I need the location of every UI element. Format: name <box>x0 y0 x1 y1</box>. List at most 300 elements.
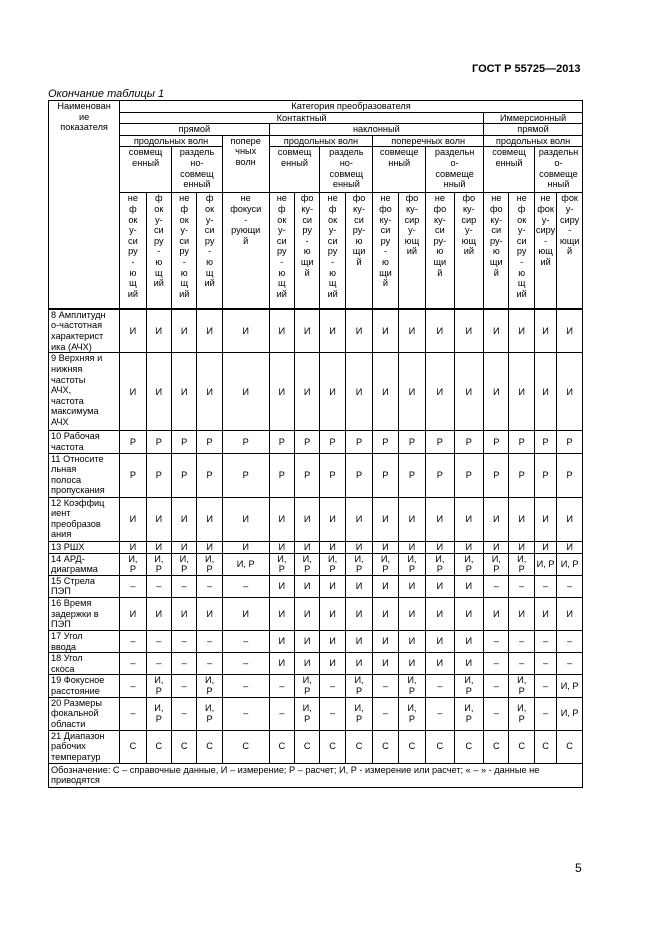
table-cell: С <box>454 730 483 763</box>
table-cell: И, Р <box>120 553 146 575</box>
table-cell: Р <box>172 453 197 497</box>
parameter-name: 19 Фокусное расстояние <box>49 675 120 697</box>
document-code: ГОСТ Р 55725—2013 <box>472 63 581 75</box>
table-cell: И <box>373 353 398 431</box>
table-cell: Р <box>509 453 534 497</box>
header-combined: совмещ енный <box>269 147 320 193</box>
header-separate-combined: раздельн о- совмеще нный <box>426 147 484 193</box>
table-cell: И <box>146 353 171 431</box>
table-cell: И <box>146 541 171 553</box>
table-cell: – <box>320 675 345 697</box>
table-cell: С <box>120 730 146 763</box>
table-cell: – <box>484 575 509 597</box>
table-cell: И <box>426 575 454 597</box>
header-combined: совмещ енный <box>484 147 535 193</box>
header-focus-type: не фо ку- си ру - ю щи й <box>373 193 398 309</box>
table-cell: И <box>120 497 146 541</box>
header-focus-row <box>49 193 583 309</box>
table-cell: Р <box>426 431 454 453</box>
table-cell: – <box>222 653 269 675</box>
table-cell: С <box>222 730 269 763</box>
table-cell: И, Р <box>320 553 345 575</box>
table-cell: – <box>222 630 269 652</box>
table-cell: И <box>222 353 269 431</box>
table-cell: И <box>398 597 425 630</box>
table-cell: Р <box>345 431 372 453</box>
header-direct: прямой <box>120 124 269 136</box>
parameter-name: 10 Рабочая частота <box>49 431 120 453</box>
table-cell: – <box>146 653 171 675</box>
header-transverse-waves-inclined: поперечных волн <box>373 135 484 147</box>
table-cell: И <box>454 353 483 431</box>
table-cell: Р <box>534 431 556 453</box>
table-cell: И <box>534 497 556 541</box>
table-cell: И <box>454 597 483 630</box>
table-cell: – <box>172 675 197 697</box>
table-row <box>49 431 583 453</box>
table-cell: И <box>269 653 294 675</box>
table-cell: И <box>120 541 146 553</box>
header-combined: совмеще нный <box>373 147 426 193</box>
table-cell: И <box>484 541 509 553</box>
table-cell: И <box>146 497 171 541</box>
table-cell: И <box>146 597 171 630</box>
table-cell: И, Р <box>398 553 425 575</box>
table-cell: И <box>484 309 509 353</box>
note-row <box>49 763 583 787</box>
table-cell: – <box>509 575 534 597</box>
table-cell: И <box>320 497 345 541</box>
table-row <box>49 541 583 553</box>
table-cell: – <box>172 653 197 675</box>
table-cell: И, Р <box>222 553 269 575</box>
table-cell: Р <box>398 453 425 497</box>
table-cell: – <box>557 575 583 597</box>
header-focus-type: фо ку- сир у- ющ ий <box>454 193 483 309</box>
table-row <box>49 730 583 763</box>
table-cell: – <box>120 697 146 730</box>
header-row-4 <box>49 135 583 147</box>
table-cell: – <box>484 630 509 652</box>
table-cell: – <box>120 630 146 652</box>
parameter-name: 16 Время задержки в ПЭП <box>49 597 120 630</box>
table-cell: Р <box>426 453 454 497</box>
table-cell: И <box>454 541 483 553</box>
parameter-name: 12 Коэффиц иент преобразов ания <box>49 497 120 541</box>
table-cell: С <box>320 730 345 763</box>
table-cell: С <box>197 730 222 763</box>
table-cell: И <box>557 309 583 353</box>
table-cell: Р <box>534 453 556 497</box>
table-cell: И <box>426 353 454 431</box>
table-cell: – <box>484 653 509 675</box>
table-cell: Р <box>484 453 509 497</box>
table-cell: И, Р <box>484 553 509 575</box>
table-cell: И <box>534 541 556 553</box>
table-cell: И, Р <box>197 675 222 697</box>
table-cell: И, Р <box>345 553 372 575</box>
table-cell: С <box>345 730 372 763</box>
table-cell: И <box>509 309 534 353</box>
table-cell: – <box>534 675 556 697</box>
table-cell: Р <box>146 431 171 453</box>
header-inclined: наклонный <box>269 124 483 136</box>
table-cell: И, Р <box>398 675 425 697</box>
table-cell: И <box>269 353 294 431</box>
header-focus-type: не фокуси - рующи й <box>222 193 269 309</box>
table-cell: И, Р <box>426 553 454 575</box>
table-cell: – <box>120 675 146 697</box>
header-focus-type: фо ку- си ру- ю щи й <box>345 193 372 309</box>
table-cell: – <box>172 697 197 730</box>
table-cell: И <box>345 597 372 630</box>
table-cell: Р <box>120 453 146 497</box>
table-cell: – <box>172 575 197 597</box>
table-cell: И, Р <box>509 553 534 575</box>
table-cell: И <box>295 353 320 431</box>
table-cell: И, Р <box>454 697 483 730</box>
table-cell: Р <box>454 453 483 497</box>
table-cell: И <box>269 575 294 597</box>
table-cell: И, Р <box>295 675 320 697</box>
table-cell: И <box>373 653 398 675</box>
table-row <box>49 553 583 575</box>
table-cell: И <box>373 541 398 553</box>
table-cell: – <box>509 653 534 675</box>
table-cell: И <box>373 630 398 652</box>
header-focus-type: ф ок у- си ру - ю щ ий <box>146 193 171 309</box>
table-cell: И <box>454 497 483 541</box>
table-cell: Р <box>222 431 269 453</box>
table-cell: И <box>373 309 398 353</box>
table-cell: – <box>426 675 454 697</box>
header-focus-type: не ф ок у- си ру - ю щ ий <box>172 193 197 309</box>
table-cell: И <box>295 575 320 597</box>
table-cell: И <box>484 497 509 541</box>
header-direct-immersion: прямой <box>484 124 583 136</box>
table-cell: И <box>484 353 509 431</box>
table-cell: С <box>269 730 294 763</box>
table-cell: И <box>172 497 197 541</box>
table-cell: С <box>172 730 197 763</box>
table-cell: И <box>120 309 146 353</box>
page-number: 5 <box>575 861 582 875</box>
table-cell: И, Р <box>269 553 294 575</box>
table-cell: Р <box>509 431 534 453</box>
table-cell: И <box>222 497 269 541</box>
header-combined: совмещ енный <box>120 147 172 193</box>
table-cell: – <box>320 697 345 730</box>
table-cell: И <box>398 541 425 553</box>
header-focus-type: ф ок у- си ру - ю щ ий <box>197 193 222 309</box>
table-cell: – <box>557 630 583 652</box>
header-focus-type: не ф ок у- си ру - ю щ ий <box>509 193 534 309</box>
table-cell: И <box>345 309 372 353</box>
table-row <box>49 675 583 697</box>
table-row <box>49 309 583 353</box>
table-cell: И, Р <box>398 697 425 730</box>
table-cell: И <box>534 309 556 353</box>
table-cell: И, Р <box>146 697 171 730</box>
table-cell: И <box>345 630 372 652</box>
table-row <box>49 697 583 730</box>
table-cell: И <box>172 597 197 630</box>
header-transverse-waves: попере чных волн <box>222 135 269 193</box>
table-cell: И <box>120 353 146 431</box>
header-longitudinal-waves-inclined: продольных волн <box>269 135 373 147</box>
table-cell: И <box>509 353 534 431</box>
table-cell: И <box>197 353 222 431</box>
table-cell: И <box>197 309 222 353</box>
table-cell: И <box>345 541 372 553</box>
table-cell: И <box>534 353 556 431</box>
table-cell: И <box>509 541 534 553</box>
header-row-5 <box>49 147 583 193</box>
table-cell: Р <box>398 431 425 453</box>
header-longitudinal-waves: продольных волн <box>120 135 223 147</box>
table-cell: Р <box>557 431 583 453</box>
header-focus-type: фо ку- си ру - ю щи й <box>295 193 320 309</box>
header-focus-type: фо ку- сир у- ющ ий <box>398 193 425 309</box>
table-cell: И, Р <box>454 675 483 697</box>
table-cell: И <box>373 497 398 541</box>
parameter-name: 18 Угол скоса <box>49 653 120 675</box>
table-cell: – <box>373 697 398 730</box>
table-cell: И <box>398 653 425 675</box>
table-cell: И <box>345 575 372 597</box>
table-cell: И <box>454 309 483 353</box>
header-separate-combined: раздель но- совмещ енный <box>320 147 373 193</box>
table-cell: Р <box>269 453 294 497</box>
table-cell: Р <box>120 431 146 453</box>
table-cell: С <box>484 730 509 763</box>
table-cell: С <box>295 730 320 763</box>
table-cell: И, Р <box>146 553 171 575</box>
table-caption: Окончание таблицы 1 <box>48 88 165 100</box>
table-cell: И <box>454 653 483 675</box>
table-cell: Р <box>373 431 398 453</box>
header-focus-type: не ф ок у- си ру - ю щ ий <box>120 193 146 309</box>
header-focus-type: не фо ку- си ру- ю щи й <box>484 193 509 309</box>
table-cell: И <box>509 497 534 541</box>
table-cell: Р <box>484 431 509 453</box>
table-cell: И <box>320 597 345 630</box>
table-cell: И <box>426 653 454 675</box>
table-cell: С <box>398 730 425 763</box>
table-cell: – <box>269 697 294 730</box>
table-cell: И <box>426 597 454 630</box>
table-cell: С <box>146 730 171 763</box>
table-cell: И <box>197 541 222 553</box>
table-cell: Р <box>146 453 171 497</box>
header-parameter-name: Наименован ие показателя <box>49 101 120 309</box>
table-cell: И, Р <box>509 675 534 697</box>
header-row-3 <box>49 124 583 136</box>
table-cell: И <box>269 309 294 353</box>
table-cell: И <box>345 497 372 541</box>
parameter-name: 14 АРД- диаграмма <box>49 553 120 575</box>
table-row <box>49 453 583 497</box>
table-cell: Р <box>345 453 372 497</box>
table-cell: И <box>222 597 269 630</box>
table-cell: Р <box>172 431 197 453</box>
table-cell: И <box>320 653 345 675</box>
table-cell: И, Р <box>509 697 534 730</box>
table-cell: И <box>295 630 320 652</box>
table-cell: И <box>509 597 534 630</box>
table-cell: И, Р <box>373 553 398 575</box>
table-cell: – <box>197 630 222 652</box>
table-cell: И <box>398 309 425 353</box>
table-cell: И, Р <box>197 697 222 730</box>
table-cell: И <box>172 353 197 431</box>
table-row <box>49 575 583 597</box>
table-cell: И <box>320 541 345 553</box>
table-cell: – <box>373 675 398 697</box>
header-row-2 <box>49 112 583 124</box>
table-cell: И, Р <box>295 553 320 575</box>
table-cell: – <box>484 675 509 697</box>
table-cell: Р <box>320 453 345 497</box>
table-cell: – <box>222 675 269 697</box>
header-focus-type: не ф ок у- си ру - ю щ ий <box>320 193 345 309</box>
table-cell: С <box>509 730 534 763</box>
table-cell: И, Р <box>172 553 197 575</box>
table-row <box>49 497 583 541</box>
table-cell: И <box>373 597 398 630</box>
table-cell: И, Р <box>146 675 171 697</box>
table-cell: И <box>172 309 197 353</box>
table-cell: И <box>398 630 425 652</box>
table-cell: Р <box>295 453 320 497</box>
table-cell: Р <box>373 453 398 497</box>
table-cell: И, Р <box>557 675 583 697</box>
table-cell: И <box>557 541 583 553</box>
table-cell: И, Р <box>557 697 583 730</box>
header-immersion: Иммерсионный <box>484 112 583 124</box>
table-cell: И <box>295 541 320 553</box>
table-note: Обозначение: С – справочные данные, И – измерение; Р – расчет; И, Р - измерение или расчет; « – » - данные не приводятся <box>49 763 583 787</box>
table-cell: Р <box>197 431 222 453</box>
table-cell: И <box>197 597 222 630</box>
table-cell: – <box>534 630 556 652</box>
parameter-name: 15 Стрела ПЭП <box>49 575 120 597</box>
table-cell: Р <box>320 431 345 453</box>
table-cell: – <box>172 630 197 652</box>
table-cell: – <box>197 575 222 597</box>
table-row <box>49 353 583 431</box>
table-cell: Р <box>222 453 269 497</box>
table-cell: И <box>222 309 269 353</box>
table-cell: И, Р <box>295 697 320 730</box>
table-row <box>49 653 583 675</box>
table-row <box>49 597 583 630</box>
table-cell: И <box>557 353 583 431</box>
table-cell: Р <box>197 453 222 497</box>
table-cell: С <box>426 730 454 763</box>
header-focus-type: не фок у- сиру - ющ ий <box>534 193 556 309</box>
table-cell: И, Р <box>345 697 372 730</box>
table-cell: И, Р <box>534 553 556 575</box>
parameter-name: 11 Относите льная полоса пропускания <box>49 453 120 497</box>
table-cell: – <box>120 653 146 675</box>
table-cell: И <box>426 541 454 553</box>
table-cell: – <box>222 575 269 597</box>
table-cell: И <box>557 497 583 541</box>
table-cell: И <box>345 353 372 431</box>
header-focus-type: не фо ку- си ру- ю щи й <box>426 193 454 309</box>
table-cell: – <box>509 630 534 652</box>
parameter-name: 8 Амплитудн о-частотная характерист ика (АЧХ) <box>49 309 120 353</box>
table-cell: И <box>295 497 320 541</box>
table-cell: И <box>197 497 222 541</box>
table-cell: И <box>398 353 425 431</box>
table-cell: И <box>295 309 320 353</box>
table-cell: И <box>484 597 509 630</box>
table-cell: С <box>373 730 398 763</box>
table-cell: С <box>557 730 583 763</box>
table-cell: И <box>426 497 454 541</box>
table-cell: И <box>222 541 269 553</box>
header-longitudinal-waves-immersion: продольных волн <box>484 135 583 147</box>
table-cell: И <box>146 309 171 353</box>
table-cell: И <box>295 597 320 630</box>
parameter-name: 13 РШХ <box>49 541 120 553</box>
table-cell: И <box>454 575 483 597</box>
table-cell: – <box>146 630 171 652</box>
table-cell: И <box>426 309 454 353</box>
table-cell: И <box>320 309 345 353</box>
table-cell: И <box>320 575 345 597</box>
table-cell: И <box>426 630 454 652</box>
table-cell: – <box>557 653 583 675</box>
table-cell: И <box>398 497 425 541</box>
header-focus-type: фок у- сиру - ющи й <box>557 193 583 309</box>
table-cell: – <box>269 675 294 697</box>
header-separate-combined: раздельн о- совмеще нный <box>534 147 582 193</box>
table-cell: – <box>534 575 556 597</box>
table-cell: И <box>269 541 294 553</box>
header-category: Категория преобразователя <box>120 101 583 113</box>
table-cell: – <box>222 697 269 730</box>
table-cell: И <box>269 497 294 541</box>
table-cell: И, Р <box>454 553 483 575</box>
table-cell: – <box>484 697 509 730</box>
table-cell: И <box>345 653 372 675</box>
parameter-name: 20 Размеры фокальной области <box>49 697 120 730</box>
table-cell: И <box>120 597 146 630</box>
table-cell: – <box>120 575 146 597</box>
table-cell: И, Р <box>197 553 222 575</box>
table-cell: Р <box>557 453 583 497</box>
table-cell: И, Р <box>557 553 583 575</box>
table-cell: И <box>269 597 294 630</box>
table-cell: – <box>534 653 556 675</box>
table-cell: Р <box>454 431 483 453</box>
table-cell: И <box>295 653 320 675</box>
table-cell: И <box>320 353 345 431</box>
header-focus-type: не ф ок у- си ру - ю щ ий <box>269 193 294 309</box>
table-cell: С <box>534 730 556 763</box>
table-cell: И <box>172 541 197 553</box>
table-row <box>49 630 583 652</box>
table-cell: – <box>197 653 222 675</box>
header-row-1 <box>49 101 583 113</box>
table-cell: И <box>373 575 398 597</box>
table-cell: Р <box>269 431 294 453</box>
table-cell: – <box>146 575 171 597</box>
table-cell: И <box>454 630 483 652</box>
